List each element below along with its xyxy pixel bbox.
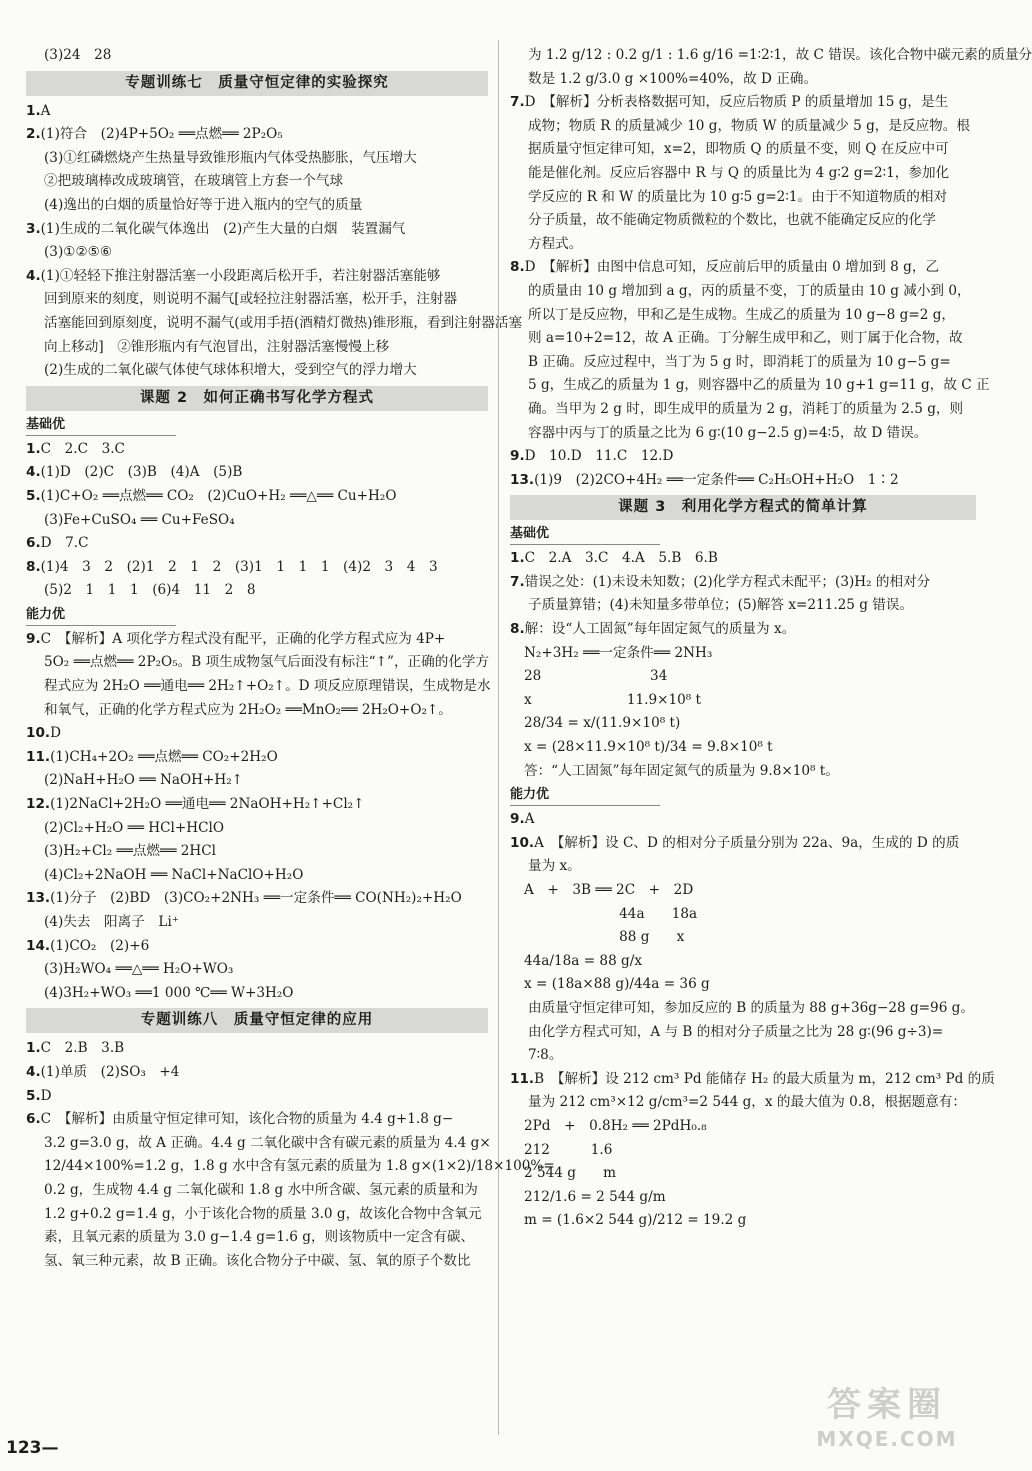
answer-text: 学反应的 R 和 W 的质量比为 10 g∶5 g=2∶1。由于不知道物质的相对 (528, 188, 948, 205)
answer-text: 44a 18a (524, 905, 698, 922)
answer-text: 程式应为 2H₂O ══通电══ 2H₂↑+O₂↑。D 项反应原理错误，生成物是水 (44, 678, 491, 695)
answer-text: A 【解析】设 C、D 的相对分子质量分别为 22a、9a，生成的 D 的质 (534, 834, 960, 851)
question-number: 6. (26, 535, 41, 552)
answer-text: C 2.A 3.C 4.A 5.B 6.B (524, 550, 718, 567)
answer-line (510, 1091, 976, 1115)
answer-text: D (50, 725, 61, 742)
question-number: 1. (26, 440, 41, 457)
answer-item (26, 218, 488, 242)
answer-line (26, 699, 488, 723)
answer-text: 12/44×100%=1.2 g，1.8 g 水中含有氢元素的质量为 1.8 g×(1×2)/18×100%= (44, 1158, 555, 1175)
answer-text: 能是催化剂。反应后容器中 R 与 Q 的质量比为 4 g∶2 g=2∶1，参加化 (528, 164, 950, 181)
answer-text: (2)NaH+H₂O ══ NaOH+H₂↑ (44, 772, 244, 789)
answer-text: (1)D (2)C (3)B (4)A (5)B (40, 464, 243, 481)
answer-text: (2)生成的二氧化碳气体使气球体积增大，受到空气的浮力增大 (44, 362, 417, 379)
answer-text: (1)生成的二氧化碳气体逸出 (2)产生大量的白烟 装置漏气 (40, 220, 406, 237)
answer-item (510, 618, 976, 642)
answer-text: D 【解析】由图中信息可知，反应前后甲的质量由 0 增加到 8 g，乙 (524, 259, 940, 276)
question-number: 7. (510, 573, 525, 590)
answer-item (510, 571, 976, 595)
answer-item (26, 1085, 488, 1109)
answer-text: (3)H₂+Cl₂ ══点燃══ 2HCl (44, 843, 216, 860)
answer-text: (4)失去 阳离子 Li⁺ (44, 914, 179, 930)
answer-line (510, 642, 976, 666)
answer-text: 由质量守恒定律可知，参加反应的 B 的质量为 88 g+36g−28 g=96 g。 (528, 999, 974, 1016)
answer-text: 和氧气，正确的化学方程式应为 2H₂O₂ ══MnO₂══ 2H₂O+O₂↑。 (44, 701, 452, 718)
answer-text: B 正确。反应过程中，当丁为 5 g 时，即消耗丁的质量为 10 g−5 g= (528, 353, 951, 370)
question-number: 2. (26, 126, 41, 143)
answer-line (26, 1203, 488, 1227)
answer-line (510, 422, 976, 446)
answer-text: x = (28×11.9×10⁸ t)/34 = 9.8×10⁸ t (524, 739, 773, 756)
answer-item (26, 628, 488, 652)
answer-line (26, 864, 488, 888)
answer-line (26, 579, 488, 603)
subsection-label: 基础优 (510, 524, 660, 545)
answer-text: 方程式。 (528, 235, 583, 252)
answer-text: (3)24 28 (44, 47, 112, 63)
question-number: 1. (510, 550, 525, 567)
answer-text: (3)H₂WO₄ ══△══ H₂O+WO₃ (44, 961, 234, 978)
answer-text: D (40, 1087, 52, 1104)
answer-line (510, 374, 990, 398)
answer-line (26, 241, 488, 265)
answer-text: A (40, 102, 51, 119)
answer-text: (2)Cl₂+H₂O ══ HCl+HClO (44, 819, 225, 836)
answer-line (26, 336, 488, 360)
answer-item (26, 485, 488, 509)
question-number: 4. (26, 1063, 41, 1080)
answer-line (510, 689, 976, 713)
answer-text: 1.2 g+0.2 g=1.4 g，小于该化合物的质量 3.0 g，故该化合物中含氧元 (44, 1205, 482, 1222)
answer-text: 错误之处：(1)未设未知数；(2)化学方程式未配平；(3)H₂ 的相对分 (524, 573, 931, 590)
answer-item (510, 808, 976, 832)
question-number: 11. (510, 1070, 535, 1087)
answer-item (26, 438, 488, 462)
answer-text: (1)C+O₂ ══点燃══ CO₂ (2)CuO+H₂ ══△══ Cu+H₂O (40, 487, 397, 504)
answer-line (510, 1021, 976, 1045)
answer-text: B 【解析】设 212 cm³ Pd 能储存 H₂ 的最大质量为 m，212 cm³ Pd 的质 (534, 1070, 995, 1087)
answer-line (26, 44, 488, 68)
question-number: 13. (26, 890, 51, 907)
answer-item (26, 123, 488, 147)
answer-line (510, 903, 976, 927)
answer-text: D 10.D 11.C 12.D (524, 448, 674, 465)
question-number: 1. (26, 1040, 41, 1057)
answer-text: C 2.C 3.C (40, 440, 125, 457)
answer-item (26, 1061, 488, 1085)
answer-line (26, 147, 488, 171)
answer-text: 88 g x (524, 929, 685, 946)
section-title: 专题训练七 质量守恒定律的实验探究 (26, 71, 488, 96)
answer-line (26, 982, 488, 1006)
answer-text: 分子质量，故不能确定物质微粒的个数比，也就不能确定反应的化学 (528, 212, 936, 229)
answer-line (26, 817, 488, 841)
answer-line (26, 840, 488, 864)
answer-line (26, 675, 491, 699)
answer-text: (4)3H₂+WO₃ ══1 000 ℃══ W+3H₂O (44, 984, 294, 1001)
answer-text: (1)①轻轻下推注射器活塞一小段距离后松开手，若注射器活塞能够 (40, 267, 441, 284)
answer-item (26, 461, 488, 485)
answer-line (510, 327, 976, 351)
answer-text: N₂+3H₂ ══一定条件══ 2NH₃ (524, 644, 713, 661)
answer-line (510, 879, 976, 903)
subsection-label: 能力优 (510, 785, 660, 806)
answer-text: 容器中丙与丁的质量之比为 6 g∶(10 g−2.5 g)=4∶5，故 D 错误。 (528, 424, 928, 441)
answer-text: (1)9 (2)2CO+4H₂ ══一定条件══ C₂H₅OH+H₂O 1∶2 (534, 471, 899, 488)
answer-text: (3)Fe+CuSO₄ ══ Cu+FeSO₄ (44, 511, 235, 528)
answer-item (26, 887, 488, 911)
answer-item (510, 91, 976, 115)
answer-text: (1)4 3 2 (2)1 2 1 2 (3)1 1 1 1 (4)2 3 4 3 (40, 558, 438, 575)
answer-text: 3.2 g=3.0 g，故 A 正确。4.4 g 二氧化碳中含有碳元素的质量为 4.4 g× (44, 1134, 491, 1151)
answer-text: 素，且氧元素的质量为 3.0 g−1.4 g=1.6 g，则该物质中一定含有碳、 (44, 1229, 475, 1246)
answer-line (510, 1209, 976, 1233)
answer-item (510, 547, 976, 571)
answer-line (510, 138, 976, 162)
column-divider (498, 40, 499, 1435)
answer-line (510, 665, 976, 689)
answer-line (510, 760, 976, 784)
answer-line (510, 1115, 976, 1139)
answer-line (510, 926, 976, 950)
answer-line (26, 312, 523, 336)
answer-line (26, 359, 488, 383)
answer-text: 为 1.2 g/12 : 0.2 g/1 : 1.6 g/16 =1∶2∶1，故 C 错误。该化合物中碳元素的质量分 (528, 47, 1032, 63)
watermark-logo (792, 1383, 982, 1461)
answer-item (510, 445, 976, 469)
answer-text: (4)Cl₂+2NaOH ══ NaCl+NaClO+H₂O (44, 866, 304, 883)
answer-text: 量为 212 cm³×12 g/cm³=2 544 g，x 的最大值为 0.8，根据题意有： (528, 1094, 966, 1111)
answer-text: (4)逸出的白烟的质量恰好等于进入瓶内的空气的质量 (44, 196, 363, 213)
answer-text: 212 1.6 (524, 1141, 613, 1158)
answer-text: 回到原来的刻度，则说明不漏气[或轻拉注射器活塞，松开手，注射器 (44, 291, 458, 308)
answer-line (510, 997, 976, 1021)
answer-text: A (524, 811, 535, 828)
question-number: 1. (26, 102, 41, 119)
answer-text: (1)CH₄+2O₂ ══点燃══ CO₂+2H₂O (50, 748, 278, 765)
subsection-label: 能力优 (26, 605, 176, 626)
answer-item (26, 532, 488, 556)
answer-line (510, 950, 976, 974)
answer-item (26, 746, 488, 770)
question-number: 8. (510, 621, 525, 638)
answer-line (510, 162, 976, 186)
answer-text: C 【解析】A 项化学方程式没有配平，正确的化学方程式应为 4P+ (40, 630, 446, 647)
answer-line (26, 1250, 488, 1274)
question-number: 4. (26, 267, 41, 284)
answer-line (26, 194, 488, 218)
answer-line (26, 288, 488, 312)
section-title: 课题 2 如何正确书写化学方程式 (26, 386, 488, 411)
right-column (510, 44, 1032, 1233)
answer-item (26, 556, 488, 580)
answer-text: 5 g，生成乙的质量为 1 g，则容器中乙的质量为 10 g+1 g=11 g，故 C 正 (528, 377, 990, 394)
question-number: 10. (26, 725, 51, 742)
answer-line (510, 398, 976, 422)
answer-item (510, 832, 976, 856)
answer-text: 据质量守恒定律可知，x=2，即物质 Q 的质量不变，则 Q 在反应中可 (528, 141, 949, 158)
answer-line (510, 1139, 976, 1163)
answer-line (510, 209, 976, 233)
answer-text: x = (18a×88 g)/44a = 36 g (524, 976, 710, 993)
answer-line (26, 509, 488, 533)
section-title: 课题 3 利用化学方程式的简单计算 (510, 495, 976, 520)
answer-text: 子质量算错；(4)未知量多带单位；(5)解答 x=211.25 g 错误。 (528, 597, 914, 614)
answer-line (26, 911, 488, 935)
answer-text: 28/34 = x/(11.9×10⁸ t) (524, 715, 681, 732)
answer-item (26, 1108, 488, 1132)
answer-text: D 7.C (40, 535, 89, 552)
answer-line (26, 1226, 488, 1250)
answer-text: 确。当甲为 2 g 时，即生成甲的质量为 2 g，消耗丁的质量为 2.5 g，则 (528, 400, 964, 417)
answer-line (26, 769, 488, 793)
question-number: 4. (26, 464, 41, 481)
answer-item (26, 722, 488, 746)
answer-text: 答：“人工固氮”每年固定氮气的质量为 9.8×10⁸ t。 (524, 762, 839, 779)
answer-text: 所以丁是反应物，甲和乙是生成物。生成乙的质量为 10 g−8 g=2 g， (528, 306, 956, 323)
answer-text: m = (1.6×2 544 g)/212 = 19.2 g (524, 1212, 747, 1229)
answer-text: (1)分子 (2)BD (3)CO₂+2NH₃ ══一定条件══ CO(NH₂)₂+H₂O (50, 890, 462, 907)
answer-text: 数是 1.2 g/3.0 g ×100%=40%，故 D 正确。 (528, 70, 818, 87)
answer-text: 活塞能回到原刻度，说明不漏气(或用手捂(酒精灯微热)锥形瓶，看到注射器活塞 (44, 314, 523, 331)
question-number: 6. (26, 1111, 41, 1128)
answer-line (510, 44, 1032, 68)
answer-text: (3)①②⑤⑥ (44, 244, 113, 261)
answer-text: (5)2 1 1 1 (6)4 11 2 8 (44, 582, 256, 599)
answer-line (510, 186, 976, 210)
answer-item (26, 1037, 488, 1061)
answer-line (26, 1155, 555, 1179)
answer-text: (1)符合 (2)4P+5O₂ ══点燃══ 2P₂O₅ (40, 126, 283, 143)
question-number: 13. (510, 471, 535, 488)
answer-line (510, 233, 976, 257)
answer-text: 向上移动] ②锥形瓶内有气泡冒出，注射器活塞慢慢上移 (44, 338, 390, 355)
answer-line (26, 1132, 491, 1156)
answer-text: 5O₂ ══点燃══ 2P₂O₅。B 项生成物氢气后面没有标注“↑”，正确的化学方 (44, 654, 490, 671)
answer-item (510, 256, 976, 280)
answer-text: 成物；物质 R 的质量减少 10 g，物质 W 的质量减少 5 g，是反应物。根 (528, 117, 970, 134)
answer-item (26, 793, 488, 817)
answer-line (26, 170, 488, 194)
answer-text: 28 34 (524, 668, 668, 685)
question-number: 12. (26, 796, 51, 813)
answer-line (26, 958, 488, 982)
question-number: 3. (26, 220, 41, 237)
question-number: 14. (26, 937, 51, 954)
answer-text: x 11.9×10⁸ t (524, 691, 702, 708)
answer-item (510, 469, 976, 493)
question-number: 8. (26, 558, 41, 575)
question-number: 5. (26, 1087, 41, 1104)
answer-text: 0.2 g，生成物 4.4 g 二氧化碳和 1.8 g 水中所含碳、氢元素的质量和为 (44, 1181, 478, 1198)
answer-line (26, 651, 488, 675)
answer-line (510, 68, 976, 92)
answer-text: 则 a=10+2=12，故 A 正确。丁分解生成甲和乙，则丁属于化合物，故 (528, 330, 963, 347)
answer-item (26, 100, 488, 124)
answer-text: ②把玻璃棒改成玻璃管，在玻璃管上方套一个气球 (44, 173, 344, 190)
answer-line (510, 115, 976, 139)
answer-line (26, 1179, 488, 1203)
answer-text: 44a/18a = 88 g/x (524, 952, 642, 969)
question-number: 11. (26, 748, 51, 765)
answer-item (510, 1068, 995, 1092)
answer-item (26, 265, 488, 289)
answer-text: A + 3B ══ 2C + 2D (524, 882, 694, 898)
answer-text: (3)①红磷燃烧产生热量导致锥形瓶内气体受热膨胀，气压增大 (44, 149, 417, 166)
watermark-url: MXQE.COM (816, 1427, 958, 1451)
answer-text: 解：设“人工固氮”每年固定氮气的质量为 x。 (524, 621, 796, 638)
question-number: 5. (26, 487, 41, 504)
section-title: 专题训练八 质量守恒定律的应用 (26, 1008, 488, 1033)
answer-line (510, 1186, 976, 1210)
answer-line (510, 594, 976, 618)
answer-line (510, 351, 976, 375)
answer-line (510, 1162, 976, 1186)
answer-line (510, 304, 976, 328)
question-number: 8. (510, 259, 525, 276)
question-number: 7. (510, 94, 525, 111)
answer-line (510, 855, 976, 879)
answer-text: C 2.B 3.B (40, 1040, 125, 1057)
answer-line (510, 1044, 976, 1068)
answer-text: (1)2NaCl+2H₂O ══通电══ 2NaOH+H₂↑+Cl₂↑ (50, 796, 365, 813)
answer-text: 量为 x。 (528, 858, 581, 875)
answer-text: 氢、氧三种元素，故 B 正确。该化合物分子中碳、氢、氧的原子个数比 (44, 1252, 471, 1269)
subsection-label: 基础优 (26, 415, 176, 436)
answer-text: 7∶8。 (528, 1047, 563, 1064)
watermark-text: 答案圈 (827, 1385, 947, 1425)
question-number: 9. (510, 448, 525, 465)
answer-item (26, 935, 488, 959)
question-number: 9. (26, 630, 41, 647)
answer-text: 2 544 g m (524, 1165, 617, 1182)
answer-text: (1)CO₂ (2)+6 (50, 937, 150, 954)
answer-text: (1)单质 (2)SO₃ +4 (40, 1063, 180, 1080)
answer-text: D 【解析】分析表格数据可知，反应后物质 P 的质量增加 15 g，是生 (524, 94, 949, 111)
answer-text: 212/1.6 = 2 544 g/m (524, 1188, 666, 1205)
answer-text: C 【解析】由质量守恒定律可知，该化合物的质量为 4.4 g+1.8 g− (40, 1111, 454, 1128)
question-number: 9. (510, 811, 525, 828)
answer-text: 2Pd + 0.8H₂ ══ 2PdH₀.₈ (524, 1117, 707, 1134)
answer-line (510, 736, 976, 760)
answer-text: 由化学方程式可知，A 与 B 的相对分子质量之比为 28 g∶(96 g÷3)= (528, 1023, 944, 1040)
answer-line (510, 973, 976, 997)
question-number: 10. (510, 834, 535, 851)
page-number: 123— (6, 1438, 59, 1458)
answer-line (510, 280, 976, 304)
answer-line (510, 712, 976, 736)
answer-text: 的质量由 10 g 增加到 a g，丙的质量不变，丁的质量由 10 g 减小到 0， (528, 282, 971, 299)
